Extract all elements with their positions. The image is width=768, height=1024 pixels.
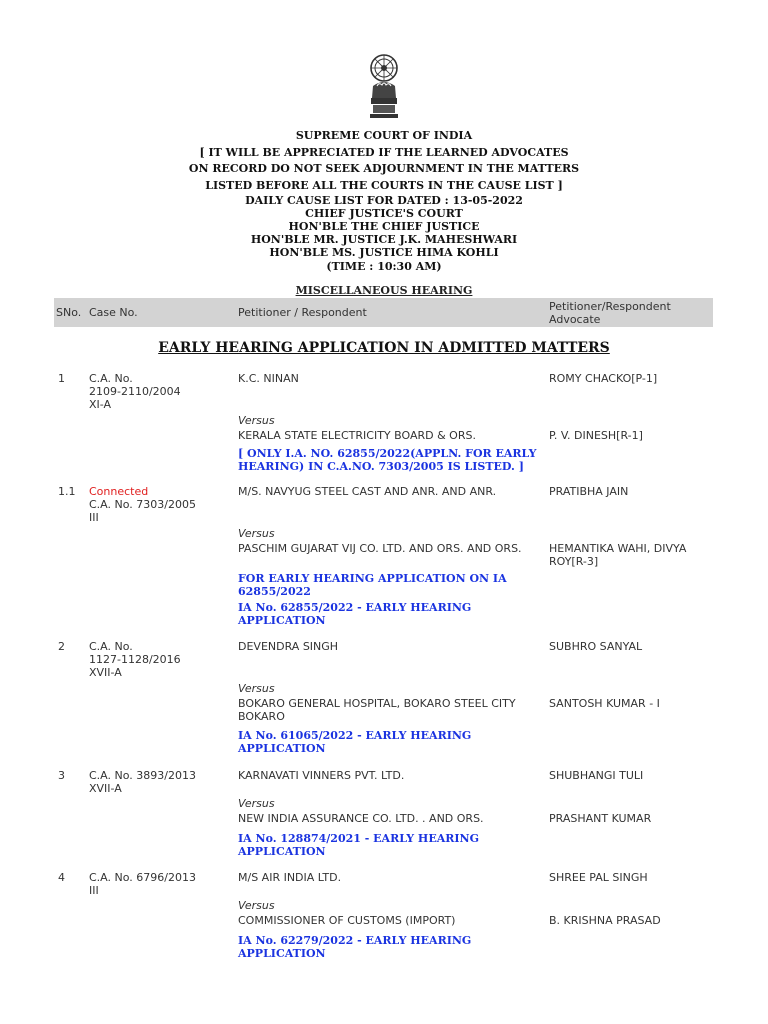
petitioner: M/S AIR INDIA LTD. [238,871,342,884]
petitioner-advocate: SHREE PAL SINGH [549,871,648,884]
petitioner-advocate: SHUBHANGI TULI [549,769,644,782]
respondent-advocate: SANTOSH KUMAR - I [549,697,660,710]
ia-note: IA No. 62855/2022 - EARLY HEARING APPLICATION [238,601,472,627]
serial-number: 4 [58,871,65,884]
case-number-line: C.A. No. 7303/2005 [89,498,196,511]
petitioner-advocate: PRATIBHA JAIN [549,485,629,498]
serial-number: 1.1 [58,485,76,498]
case-number-line: III [89,884,99,897]
petitioner: DEVENDRA SINGH [238,640,339,653]
respondent-advocate: PRASHANT KUMAR [549,812,652,825]
case-number-line: III [89,511,99,524]
col-advocate-line-2: Advocate [549,313,601,326]
hearing-time: (TIME : 10:30 AM) [326,260,442,273]
case-number-line: C.A. No. [89,640,133,653]
cause-list-date: DAILY CAUSE LIST FOR DATED : 13-05-2022 [245,194,523,207]
case-number-line: XVII-A [89,782,122,795]
case-number-line: XI-A [89,398,112,411]
case-number-line: C.A. No. 6796/2013 [89,871,196,884]
case-number-line: 2109-2110/2004 [89,385,181,398]
case-number [89,640,229,679]
serial-number: 2 [58,640,65,653]
notice-line-2: ON RECORD DO NOT SEEK ADJOURNMENT IN THE MATTERS [188,162,580,175]
court-room: CHIEF JUSTICE'S COURT [305,207,463,220]
case-number-line: C.A. No. 3893/2013 [89,769,196,782]
versus-label: Versus [238,682,275,695]
hearing-type: MISCELLANEOUS HEARING [295,284,473,297]
versus-label: Versus [238,414,275,427]
listing-note: [ ONLY I.A. NO. 62855/2022(APPLN. FOR EARLY HEARING) IN C.A.NO. 7303/2005 IS LISTED. ] [238,447,537,473]
case-number [89,871,229,897]
versus-label: Versus [238,899,275,912]
petitioner-advocate: SUBHRO SANYAL [549,640,643,653]
ia-note: IA No. 61065/2022 - EARLY HEARING APPLICATION [238,729,472,755]
petitioner: K.C. NINAN [238,372,299,385]
respondent: KERALA STATE ELECTRICITY BOARD & ORS. [238,429,476,442]
notice-line-1: [ IT WILL BE APPRECIATED IF THE LEARNED ADVOCATES [199,145,569,159]
judge-3: HON'BLE MS. JUSTICE HIMA KOHLI [269,246,499,259]
col-advocate-line-1: Petitioner/Respondent [549,300,671,313]
respondent: PASCHIM GUJARAT VIJ CO. LTD. AND ORS. AND ORS. [238,542,522,555]
connected-label: Connected [89,485,149,498]
petitioner: M/S. NAVYUG STEEL CAST AND ANR. AND ANR. [238,485,497,498]
case-number-line: C.A. No. [89,372,133,385]
case-number-line: XVII-A [89,666,122,679]
case-number-line: 1127-1128/2016 [89,653,181,666]
national-emblem-icon [365,52,403,124]
respondent: BOKARO GENERAL HOSPITAL, BOKARO STEEL CITY BOKARO [238,697,516,723]
table-header [54,298,713,327]
case-number [89,372,229,411]
court-name: SUPREME COURT OF INDIA [295,129,473,142]
notice-line-3: LISTED BEFORE ALL THE COURTS IN THE CAUSE LIST ] [205,178,563,192]
listing-note: FOR EARLY HEARING APPLICATION ON IA 62855/2022 [238,572,507,598]
case-number [89,485,229,524]
ia-note: IA No. 128874/2021 - EARLY HEARING APPLICATION [238,832,479,858]
serial-number: 3 [58,769,65,782]
respondent: NEW INDIA ASSURANCE CO. LTD. . AND ORS. [238,812,484,825]
judge-1: HON'BLE THE CHIEF JUSTICE [288,220,480,233]
section-title: EARLY HEARING APPLICATION IN ADMITTED MATTERS [158,340,610,356]
petitioner-advocate: ROMY CHACKO[P-1] [549,372,658,385]
petitioner: KARNAVATI VINNERS PVT. LTD. [238,769,405,782]
col-case-no: Case No. [89,306,138,319]
col-sno: SNo. [56,306,82,319]
respondent: COMMISSIONER OF CUSTOMS (IMPORT) [238,914,456,927]
ia-note: IA No. 62279/2022 - EARLY HEARING APPLICATION [238,934,472,960]
serial-number: 1 [58,372,65,385]
respondent-advocate: P. V. DINESH[R-1] [549,429,643,442]
judge-2: HON'BLE MR. JUSTICE J.K. MAHESHWARI [250,233,518,246]
cause-list-header [0,128,768,276]
versus-label: Versus [238,797,275,810]
versus-label: Versus [238,527,275,540]
respondent-advocate: B. KRISHNA PRASAD [549,914,661,927]
case-number [89,769,229,795]
respondent-advocate: HEMANTIKA WAHI, DIVYA ROY[R-3] [549,542,687,568]
col-party: Petitioner / Respondent [238,306,367,319]
